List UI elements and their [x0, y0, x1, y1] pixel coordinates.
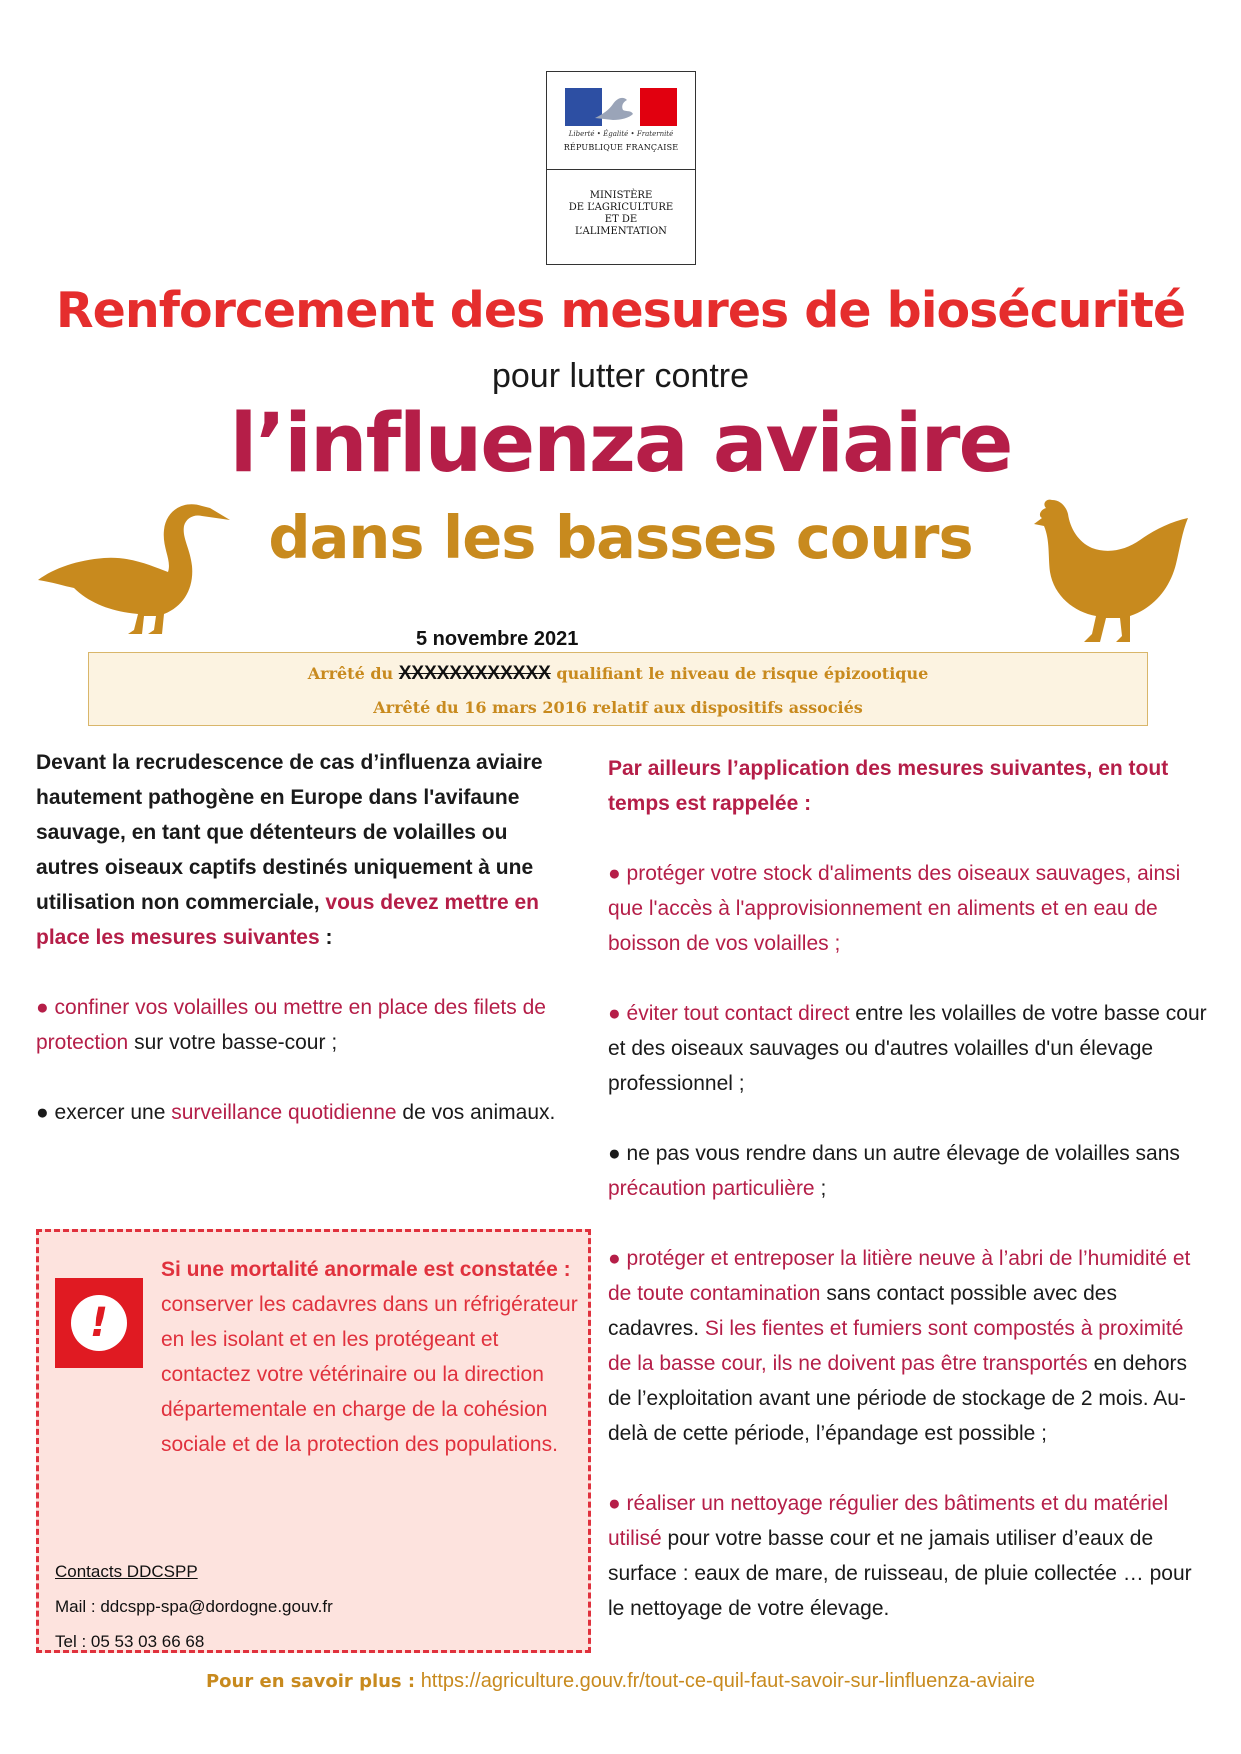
alert-body: conserver les cadavres dans un réfrigérateur en les isolant et en les protégeant et contactez votre vétérinaire ou la direction départementale en charge de la cohésion sociale et de la protection des populations. [161, 1293, 578, 1456]
intro-text: Devant la recrudescence de cas d’influenza aviaire hautement pathogène en Europe dans l'avifaune sauvage, en tant que détenteurs de volailles ou autres oiseaux captifs destinés uniquement à une utilisation non commerciale, [36, 751, 543, 914]
right-column [608, 751, 1208, 1626]
logo-republic-name: RÉPUBLIQUE FRANÇAISE [563, 143, 679, 152]
hen-icon [1030, 496, 1190, 646]
item-highlight: ● réaliser un nettoyage régulier des bâtiments et du matériel utilisé [608, 1492, 1169, 1550]
logo-ministry-line: L’ALIMENTATION [575, 226, 667, 237]
page-subtitle: pour lutter contre [491, 357, 750, 395]
document-date: 5 novembre 2021 [416, 628, 579, 650]
headline-secondary: dans les basses cours [268, 503, 973, 572]
logo-divider [547, 169, 695, 170]
left-column [36, 745, 566, 1130]
logo-ministry-line: DE L’AGRICULTURE [568, 202, 674, 213]
item-highlight: ● protéger et entreposer la litière neuve à l’abri de l’humidité et de toute contamination [608, 1247, 1191, 1305]
marianne-flag-icon [565, 88, 677, 126]
item-text: de vos animaux. [396, 1101, 556, 1124]
alert-box [36, 1229, 591, 1653]
decree-suffix: qualifiant le niveau de risque épizootique [556, 664, 929, 683]
decree-line-2: Arrêté du 16 mars 2016 relatif aux dispositifs associés [373, 698, 863, 717]
alert-message [161, 1252, 581, 1462]
decree-redacted-date: XXXXXXXXXXXX [398, 663, 551, 684]
contact-email: Mail : ddcspp-spa@dordogne.gouv.fr [55, 1597, 333, 1616]
logo-ministry-line: ET DE [604, 214, 638, 225]
warning-icon [55, 1278, 143, 1368]
intro-paragraph [36, 745, 566, 955]
alert-heading: Si une mortalité anormale est constatée : [161, 1258, 571, 1281]
footer [0, 1670, 1241, 1693]
item-highlight: surveillance quotidienne [171, 1101, 397, 1124]
right-intro: Par ailleurs l’application des mesures suivantes, en tout temps est rappelée : [608, 757, 1169, 815]
item-text: sur votre basse-cour ; [128, 1031, 338, 1054]
item-text: sans contact possible avec des cadavres. [608, 1282, 1117, 1340]
item-highlight: ● confiner vos volailles ou mettre en place des filets de protection [36, 996, 546, 1054]
list-item [608, 1486, 1208, 1626]
headline: l’influenza aviaire [229, 397, 1012, 491]
decree-banner [88, 652, 1148, 726]
item-text: en dehors de l’exploitation avant une période de stockage de 2 mois. Au-delà de cette période, l’épandage est possible ; [608, 1352, 1188, 1445]
footer-link[interactable]: https://agriculture.gouv.fr/tout-ce-quil-faut-savoir-sur-linfluenza-aviaire [420, 1670, 1036, 1692]
item-text: ● exercer une [36, 1101, 172, 1124]
list-item [608, 1241, 1208, 1451]
ministry-logo [546, 71, 696, 265]
item-text: ; [814, 1177, 827, 1200]
exclamation-icon: ! [71, 1295, 127, 1351]
list-item [36, 1095, 566, 1130]
list-item [608, 996, 1208, 1101]
item-text: ● ne pas vous rendre dans un autre élevage de volailles sans [608, 1142, 1180, 1165]
logo-ministry-name [547, 190, 695, 238]
item-highlight: précaution particulière [608, 1177, 815, 1200]
duck-icon [34, 496, 244, 636]
list-item [608, 1136, 1208, 1206]
intro-end: : [319, 926, 333, 949]
item-text: pour votre basse cour et ne jamais utiliser d’eaux de surface : eaux de mare, de ruisseau, de pluie collectée … pour le nettoyage de votre élevage. [608, 1527, 1192, 1620]
decree-prefix: Arrêté du [307, 664, 394, 683]
contact-phone: Tel : 05 53 03 66 68 [55, 1632, 205, 1651]
intro-highlight: vous devez mettre en place les mesures suivantes [36, 891, 539, 949]
page-title: Renforcement des mesures de biosécurité [55, 282, 1186, 339]
list-item: ● protéger votre stock d'aliments des oiseaux sauvages, ainsi que l'accès à l'approvisionnement en aliments et en eau de boisson de vos volailles ; [608, 862, 1181, 955]
contacts-title: Contacts DDCSPP [55, 1562, 198, 1581]
logo-ministry-line: MINISTÈRE [589, 190, 653, 201]
list-item [36, 990, 566, 1060]
item-highlight: Si les fientes et fumiers sont compostés à proximité de la basse cour, ils ne doivent pas être transportés [608, 1317, 1184, 1375]
logo-motto: Liberté • Égalité • Fraternité [568, 130, 674, 138]
contacts-block [55, 1554, 333, 1659]
footer-label: Pour en savoir plus : [205, 1671, 416, 1692]
decree-line-1 [89, 663, 1147, 685]
item-text: entre les volailles de votre basse cour et des oiseaux sauvages ou d'autres volailles d'un élevage professionnel ; [608, 1002, 1207, 1095]
item-highlight: ● éviter tout contact direct [608, 1002, 850, 1025]
